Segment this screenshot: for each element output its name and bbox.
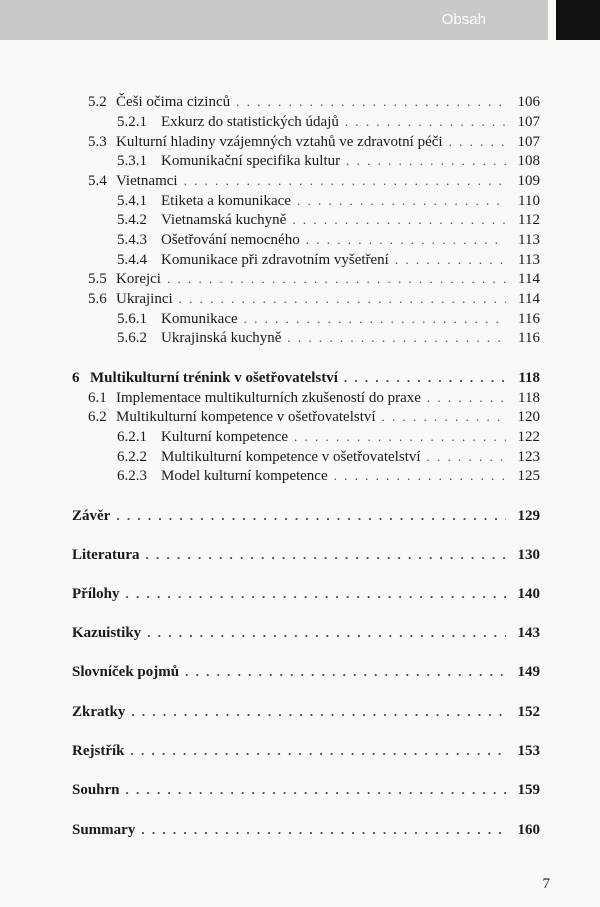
toc-entry-page: 122 — [517, 429, 540, 445]
toc-entry-page: 118 — [518, 390, 540, 406]
dot-leader — [287, 329, 506, 347]
toc-entry-page: 118 — [518, 370, 540, 386]
toc-entry — [88, 133, 540, 151]
toc-entry-number: 5.4 — [88, 173, 107, 189]
dot-leader — [236, 93, 506, 111]
toc-entry-title: Vietnamci — [116, 173, 178, 189]
dot-leader — [334, 467, 506, 485]
toc-entry — [117, 192, 540, 210]
dot-leader — [306, 231, 506, 249]
toc-entry-title: Exkurz do statistických údajů — [161, 114, 339, 130]
toc-entry-number: 6.1 — [88, 390, 107, 406]
toc-entry-title: Kulturní kompetence — [161, 429, 289, 445]
toc-entry-number: 5.4.1 — [117, 193, 147, 209]
toc-entry-number: 5.2.1 — [117, 114, 147, 130]
toc-entry-title: Etiketa a komunikace — [161, 193, 291, 209]
toc-entry-title: Literatura — [72, 547, 140, 563]
toc-entry-page: 153 — [517, 743, 540, 759]
toc-entry-number: 5.3.1 — [117, 153, 147, 169]
toc-entry-page: 123 — [517, 449, 540, 465]
toc-entry-title: Komunikační specifika kultur — [161, 153, 341, 169]
toc-entry-title: Implementace multikulturních zkušeností do praxe — [116, 390, 421, 406]
toc-entry-page: 143 — [517, 625, 540, 641]
toc-entry — [88, 270, 540, 288]
toc-entry-page: 149 — [517, 664, 540, 680]
toc-entry-title: Summary — [72, 822, 136, 838]
toc-entry — [72, 369, 540, 387]
toc-entry-number: 6.2 — [88, 409, 107, 425]
toc-entry-number: 6.2.3 — [117, 468, 147, 484]
toc-entry-title: Multikulturní trénink v ošetřovatelství — [90, 370, 338, 386]
dot-leader — [184, 172, 506, 190]
toc-entry — [117, 467, 540, 485]
toc-entry — [72, 742, 540, 760]
dot-leader — [126, 781, 506, 799]
toc-entry — [72, 546, 540, 564]
toc-entry-page: 159 — [517, 782, 540, 798]
dot-leader — [167, 270, 506, 288]
dot-leader — [297, 192, 506, 210]
toc-entry-page: 114 — [518, 291, 540, 307]
toc-entry-number: 5.6 — [88, 291, 107, 307]
toc-entry — [117, 231, 540, 249]
toc-entry — [117, 329, 540, 347]
toc-entry — [72, 703, 540, 721]
toc-entry-title: Komunikace při zdravotním vyšetření — [161, 252, 389, 268]
toc-entry-title: Model kulturní kompetence — [161, 468, 328, 484]
toc-entry-number: 5.4.3 — [117, 232, 147, 248]
toc-entry — [72, 821, 540, 839]
toc-entry — [88, 172, 540, 190]
toc-entry-title: Kazuistiky — [72, 625, 142, 641]
toc-entry-page: 116 — [518, 311, 540, 327]
toc-entry-number: 5.6.2 — [117, 330, 147, 346]
dot-leader — [244, 310, 506, 328]
toc-entry-page: 107 — [517, 114, 540, 130]
toc-entry-number: 5.5 — [88, 271, 107, 287]
dot-leader — [185, 663, 506, 681]
toc-entry-page: 106 — [517, 94, 540, 110]
toc-entry — [117, 152, 540, 170]
toc-entry-number: 6.2.1 — [117, 429, 147, 445]
dot-leader — [382, 408, 506, 426]
toc-entry-page: 140 — [517, 586, 540, 602]
dot-leader — [145, 546, 506, 564]
toc-entry-title: Závěr — [72, 508, 111, 524]
toc-entry-page: 130 — [517, 547, 540, 563]
toc-entry-page: 125 — [517, 468, 540, 484]
dot-leader — [449, 133, 506, 151]
toc-entry-number: 6 — [72, 370, 80, 386]
toc-entry — [117, 448, 540, 466]
toc-entry-page: 107 — [517, 134, 540, 150]
toc-entry — [117, 310, 540, 328]
toc-entry — [88, 290, 540, 308]
toc-entry-title: Ukrajinská kuchyně — [161, 330, 282, 346]
toc-entry-number: 5.6.1 — [117, 311, 147, 327]
toc-entry-title: Zkratky — [72, 704, 126, 720]
toc-entry-title: Souhrn — [72, 782, 120, 798]
section-label: Obsah — [441, 11, 486, 28]
dot-leader — [116, 507, 506, 525]
toc-entry — [117, 428, 540, 446]
toc-entry-page: 129 — [517, 508, 540, 524]
dot-leader — [346, 152, 506, 170]
toc-entry-page: 113 — [518, 252, 540, 268]
toc-entry — [117, 113, 540, 131]
dot-leader — [126, 585, 507, 603]
toc-entry-title: Komunikace — [161, 311, 238, 327]
toc-entry-number: 5.4.2 — [117, 212, 147, 228]
toc-entry-title: Přílohy — [72, 586, 120, 602]
toc-entry-page: 116 — [518, 330, 540, 346]
toc-entry-number: 5.4.4 — [117, 252, 147, 268]
dot-leader — [179, 290, 506, 308]
toc-entry-title: Ukrajinci — [116, 291, 173, 307]
toc-entry-number: 5.3 — [88, 134, 107, 150]
toc-entry-title: Rejstřík — [72, 743, 125, 759]
toc-entry-page: 109 — [517, 173, 540, 189]
toc-entry — [117, 251, 540, 269]
toc-entry — [72, 781, 540, 799]
toc-entry-page: 108 — [517, 153, 540, 169]
toc-entry-title: Češi očima cizinců — [116, 94, 231, 110]
toc-entry — [72, 585, 540, 603]
dot-leader — [141, 821, 506, 839]
dot-leader — [344, 369, 506, 387]
dot-leader — [292, 211, 506, 229]
toc-entry — [88, 93, 540, 111]
toc-entry-page: 113 — [518, 232, 540, 248]
toc-entry-page: 114 — [518, 271, 540, 287]
page-number: 7 — [542, 876, 550, 892]
dot-leader — [395, 251, 506, 269]
toc-entry-page: 152 — [517, 704, 540, 720]
toc-entry-title: Slovníček pojmů — [72, 664, 180, 680]
toc-entry-title: Vietnamská kuchyně — [161, 212, 287, 228]
toc-entry-page: 110 — [518, 193, 540, 209]
toc-entry — [72, 624, 540, 642]
dot-leader — [294, 428, 506, 446]
toc-entry — [72, 663, 540, 681]
toc-entry-page: 112 — [518, 212, 540, 228]
toc-entry-title: Multikulturní kompetence v ošetřovatelství — [116, 409, 376, 425]
dot-leader — [131, 703, 506, 721]
toc-entry-title: Korejci — [116, 271, 161, 287]
toc-entry — [88, 408, 540, 426]
toc-entry-title: Kulturní hladiny vzájemných vztahů ve zdravotní péči — [116, 134, 443, 150]
toc-entry — [88, 389, 540, 407]
dot-leader — [427, 389, 506, 407]
toc-entry-number: 6.2.2 — [117, 449, 147, 465]
toc-entry-page: 120 — [517, 409, 540, 425]
toc-entry — [72, 507, 540, 525]
toc-entry-title: Multikulturní kompetence v ošetřovatelství — [161, 449, 421, 465]
toc-entry-number: 5.2 — [88, 94, 107, 110]
dot-leader — [147, 624, 506, 642]
toc-entry-page: 160 — [517, 822, 540, 838]
toc-entry — [117, 211, 540, 229]
toc-entry-title: Ošetřování nemocného — [161, 232, 300, 248]
dot-leader — [345, 113, 506, 131]
dot-leader — [131, 742, 507, 760]
dot-leader — [427, 448, 506, 466]
